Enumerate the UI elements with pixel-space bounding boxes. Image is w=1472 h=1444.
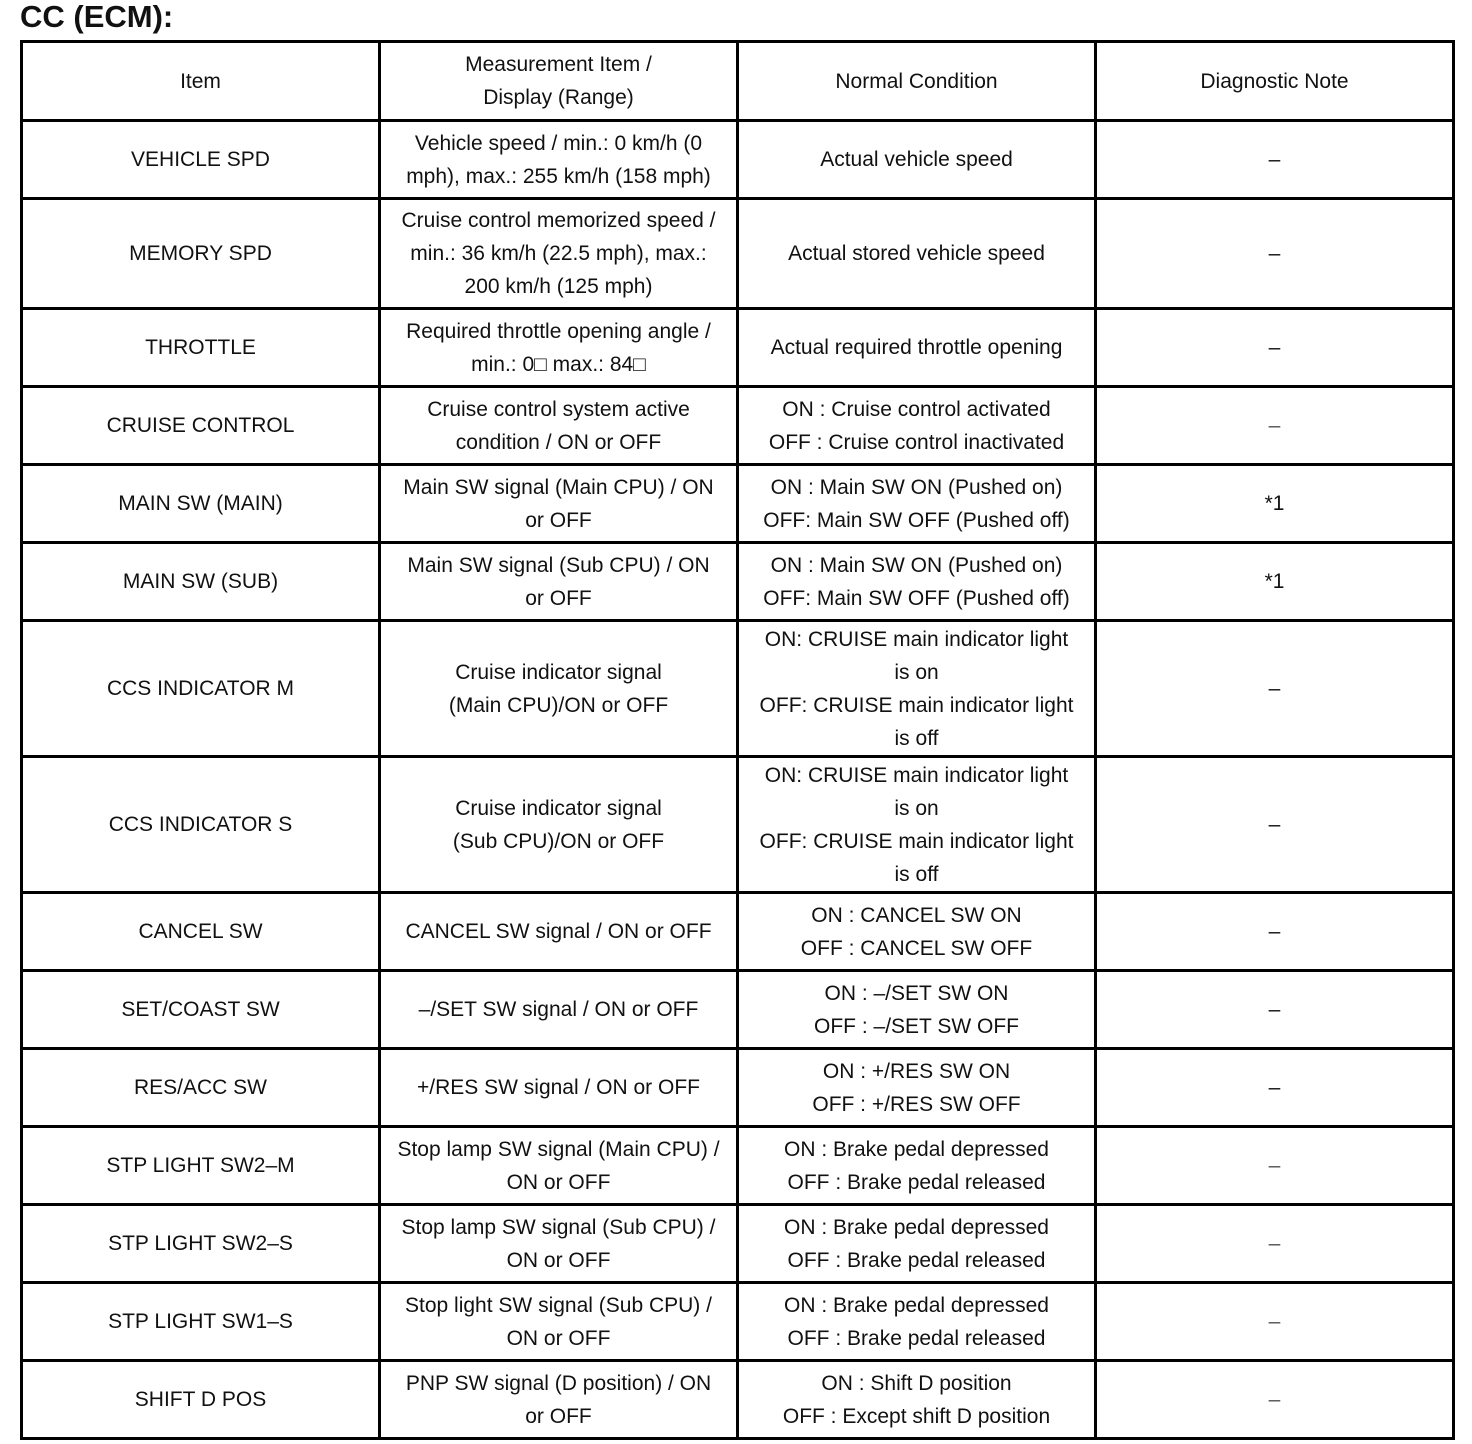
normal-condition-cell xyxy=(738,121,1096,199)
normal-condition-cell xyxy=(738,387,1096,465)
normal-condition-cell xyxy=(738,199,1096,309)
item-cell: STP LIGHT SW2–S xyxy=(22,1205,380,1283)
header-measurement-line: Display (Range) xyxy=(483,86,634,109)
diagnostic-note-cell: – xyxy=(1096,971,1454,1049)
table-header xyxy=(22,42,1454,121)
normal-condition-cell xyxy=(738,309,1096,387)
normal-condition-line: OFF: Main SW OFF (Pushed off) xyxy=(763,508,1070,532)
item-cell: CANCEL SW xyxy=(22,893,380,971)
measurement-line: (Sub CPU)/ON or OFF xyxy=(452,829,665,853)
item-cell: CRUISE CONTROL xyxy=(22,387,380,465)
measurement-cell xyxy=(380,893,738,971)
normal-condition-line: ON : Shift D position xyxy=(821,1371,1012,1395)
normal-condition-line: OFF : Brake pedal released xyxy=(787,1170,1046,1194)
table-row xyxy=(22,1127,1454,1205)
normal-condition-line: ON : Main SW ON (Pushed on) xyxy=(770,553,1063,577)
measurement-line: condition / ON or OFF xyxy=(455,430,662,454)
normal-condition-line: Actual stored vehicle speed xyxy=(788,242,1045,265)
diagnostic-note-cell: – xyxy=(1096,309,1454,387)
normal-condition-line: Actual vehicle speed xyxy=(820,148,1013,171)
normal-condition-cell xyxy=(738,1127,1096,1205)
normal-condition-line: ON : Brake pedal depressed xyxy=(784,1293,1049,1317)
measurement-line: Cruise control memorized speed / xyxy=(401,209,716,232)
normal-condition-line: OFF : Brake pedal released xyxy=(787,1248,1046,1272)
table-row xyxy=(22,1283,1454,1361)
measurement-cell xyxy=(380,199,738,309)
measurement-line: Vehicle speed / min.: 0 km/h (0 xyxy=(414,131,703,155)
table-row xyxy=(22,757,1454,893)
normal-condition-line: OFF : +/RES SW OFF xyxy=(812,1092,1021,1116)
measurement-line: CANCEL SW signal / ON or OFF xyxy=(405,920,712,943)
item-cell: MEMORY SPD xyxy=(22,199,380,309)
diagnostic-note-cell: – xyxy=(1096,1283,1454,1361)
measurement-cell xyxy=(380,971,738,1049)
normal-condition-line: ON : Brake pedal depressed xyxy=(784,1215,1049,1239)
item-cell: CCS INDICATOR S xyxy=(22,757,380,893)
normal-condition-line: is on xyxy=(894,796,939,820)
measurement-line: Main SW signal (Main CPU) / ON xyxy=(403,475,714,499)
measurement-line: Required throttle opening angle / xyxy=(406,319,711,343)
normal-condition-line: ON: CRUISE main indicator light xyxy=(764,763,1069,787)
diagnostic-note-cell: – xyxy=(1096,1205,1454,1283)
normal-condition-line: OFF : –/SET SW OFF xyxy=(814,1014,1019,1038)
normal-condition-cell xyxy=(738,465,1096,543)
header-measurement xyxy=(380,42,738,121)
diagnostic-note-cell: – xyxy=(1096,893,1454,971)
normal-condition-cell xyxy=(738,1283,1096,1361)
normal-condition-cell xyxy=(738,971,1096,1049)
normal-condition-line: ON : Main SW ON (Pushed on) xyxy=(770,475,1063,499)
measurement-cell xyxy=(380,543,738,621)
measurement-cell xyxy=(380,121,738,199)
normal-condition-line: OFF: CRUISE main indicator light xyxy=(759,829,1074,853)
item-cell: VEHICLE SPD xyxy=(22,121,380,199)
diagnostic-note-cell: – xyxy=(1096,757,1454,893)
normal-condition-cell xyxy=(738,1361,1096,1439)
normal-condition-line: OFF : Cruise control inactivated xyxy=(768,430,1065,454)
item-cell: SET/COAST SW xyxy=(22,971,380,1049)
measurement-line: ON or OFF xyxy=(506,1326,611,1350)
item-cell: RES/ACC SW xyxy=(22,1049,380,1127)
measurement-line: Cruise indicator signal xyxy=(455,796,662,820)
normal-condition-cell xyxy=(738,1049,1096,1127)
normal-condition-cell xyxy=(738,757,1096,893)
measurement-cell xyxy=(380,309,738,387)
measurement-line: mph), max.: 255 km/h (158 mph) xyxy=(406,164,711,188)
measurement-cell xyxy=(380,621,738,757)
normal-condition-line: ON: CRUISE main indicator light xyxy=(764,627,1069,651)
measurement-line: min.: 0□ max.: 84□ xyxy=(471,352,646,376)
measurement-line: PNP SW signal (D position) / ON xyxy=(405,1371,712,1395)
normal-condition-line: OFF : CANCEL SW OFF xyxy=(800,936,1033,960)
measurement-line: min.: 36 km/h (22.5 mph), max.: xyxy=(410,242,707,265)
measurement-line: (Main CPU)/ON or OFF xyxy=(448,693,669,717)
measurement-line: Stop lamp SW signal (Main CPU) / xyxy=(397,1137,720,1161)
measurement-line: or OFF xyxy=(525,508,592,532)
table-row xyxy=(22,199,1454,309)
measurement-cell xyxy=(380,757,738,893)
table-row xyxy=(22,971,1454,1049)
diagnostic-note-cell: – xyxy=(1096,199,1454,309)
diagnostic-note-cell: *1 xyxy=(1096,465,1454,543)
table-row xyxy=(22,309,1454,387)
table-row xyxy=(22,543,1454,621)
diagnostic-note-cell: – xyxy=(1096,1127,1454,1205)
measurement-line: ON or OFF xyxy=(506,1170,611,1194)
measurement-cell xyxy=(380,1205,738,1283)
diagnostic-note-cell: – xyxy=(1096,1049,1454,1127)
table-row xyxy=(22,621,1454,757)
normal-condition-cell xyxy=(738,543,1096,621)
normal-condition-line: is off xyxy=(894,726,939,750)
header-row xyxy=(22,42,1454,121)
measurement-cell xyxy=(380,1361,738,1439)
item-cell: CCS INDICATOR M xyxy=(22,621,380,757)
measurement-cell xyxy=(380,387,738,465)
table-row xyxy=(22,121,1454,199)
header-measurement-line: Measurement Item / xyxy=(465,53,652,76)
measurement-line: –/SET SW signal / ON or OFF xyxy=(418,998,699,1021)
table-body xyxy=(22,121,1454,1439)
item-cell: STP LIGHT SW1–S xyxy=(22,1283,380,1361)
header-normal-condition: Normal Condition xyxy=(738,42,1096,121)
measurement-cell xyxy=(380,1283,738,1361)
cc-ecm-data-table xyxy=(20,40,1455,1440)
measurement-cell xyxy=(380,1127,738,1205)
item-cell: SHIFT D POS xyxy=(22,1361,380,1439)
normal-condition-line: OFF : Except shift D position xyxy=(782,1404,1051,1428)
diagnostic-note-cell: *1 xyxy=(1096,543,1454,621)
measurement-line: ON or OFF xyxy=(506,1248,611,1272)
normal-condition-line: is on xyxy=(894,660,939,684)
diagnostic-note-cell: – xyxy=(1096,387,1454,465)
diagnostic-note-cell: – xyxy=(1096,1361,1454,1439)
normal-condition-line: Actual required throttle opening xyxy=(770,336,1063,359)
diagnostic-note-cell: – xyxy=(1096,121,1454,199)
normal-condition-line: OFF: CRUISE main indicator light xyxy=(759,693,1074,717)
normal-condition-cell xyxy=(738,1205,1096,1283)
normal-condition-line: OFF : Brake pedal released xyxy=(787,1326,1046,1350)
table-row xyxy=(22,1361,1454,1439)
diagnostic-note-cell: – xyxy=(1096,621,1454,757)
normal-condition-line: ON : Brake pedal depressed xyxy=(784,1137,1049,1161)
item-cell: MAIN SW (SUB) xyxy=(22,543,380,621)
measurement-line: or OFF xyxy=(525,586,592,610)
measurement-cell xyxy=(380,465,738,543)
page-title: CC (ECM): xyxy=(20,0,174,34)
normal-condition-line: OFF: Main SW OFF (Pushed off) xyxy=(763,586,1070,610)
item-cell: THROTTLE xyxy=(22,309,380,387)
header-diagnostic-note: Diagnostic Note xyxy=(1096,42,1454,121)
measurement-line: +/RES SW signal / ON or OFF xyxy=(417,1076,700,1099)
item-cell: MAIN SW (MAIN) xyxy=(22,465,380,543)
table-row xyxy=(22,465,1454,543)
header-item: Item xyxy=(22,42,380,121)
measurement-line: or OFF xyxy=(525,1404,592,1428)
measurement-line: Main SW signal (Sub CPU) / ON xyxy=(407,553,710,577)
measurement-line: Cruise indicator signal xyxy=(455,660,662,684)
item-cell: STP LIGHT SW2–M xyxy=(22,1127,380,1205)
normal-condition-line: is off xyxy=(894,862,939,886)
normal-condition-line: ON : –/SET SW ON xyxy=(824,981,1009,1005)
measurement-line: Cruise control system active xyxy=(427,397,690,421)
measurement-cell xyxy=(380,1049,738,1127)
table-row xyxy=(22,1049,1454,1127)
normal-condition-line: ON : +/RES SW ON xyxy=(822,1059,1011,1083)
table-row xyxy=(22,893,1454,971)
table-row xyxy=(22,387,1454,465)
normal-condition-line: ON : Cruise control activated xyxy=(782,397,1051,421)
table-row xyxy=(22,1205,1454,1283)
normal-condition-line: ON : CANCEL SW ON xyxy=(811,903,1022,927)
measurement-line: Stop light SW signal (Sub CPU) / xyxy=(405,1293,712,1317)
measurement-line: 200 km/h (125 mph) xyxy=(464,275,653,298)
normal-condition-cell xyxy=(738,621,1096,757)
measurement-line: Stop lamp SW signal (Sub CPU) / xyxy=(401,1215,716,1239)
normal-condition-cell xyxy=(738,893,1096,971)
